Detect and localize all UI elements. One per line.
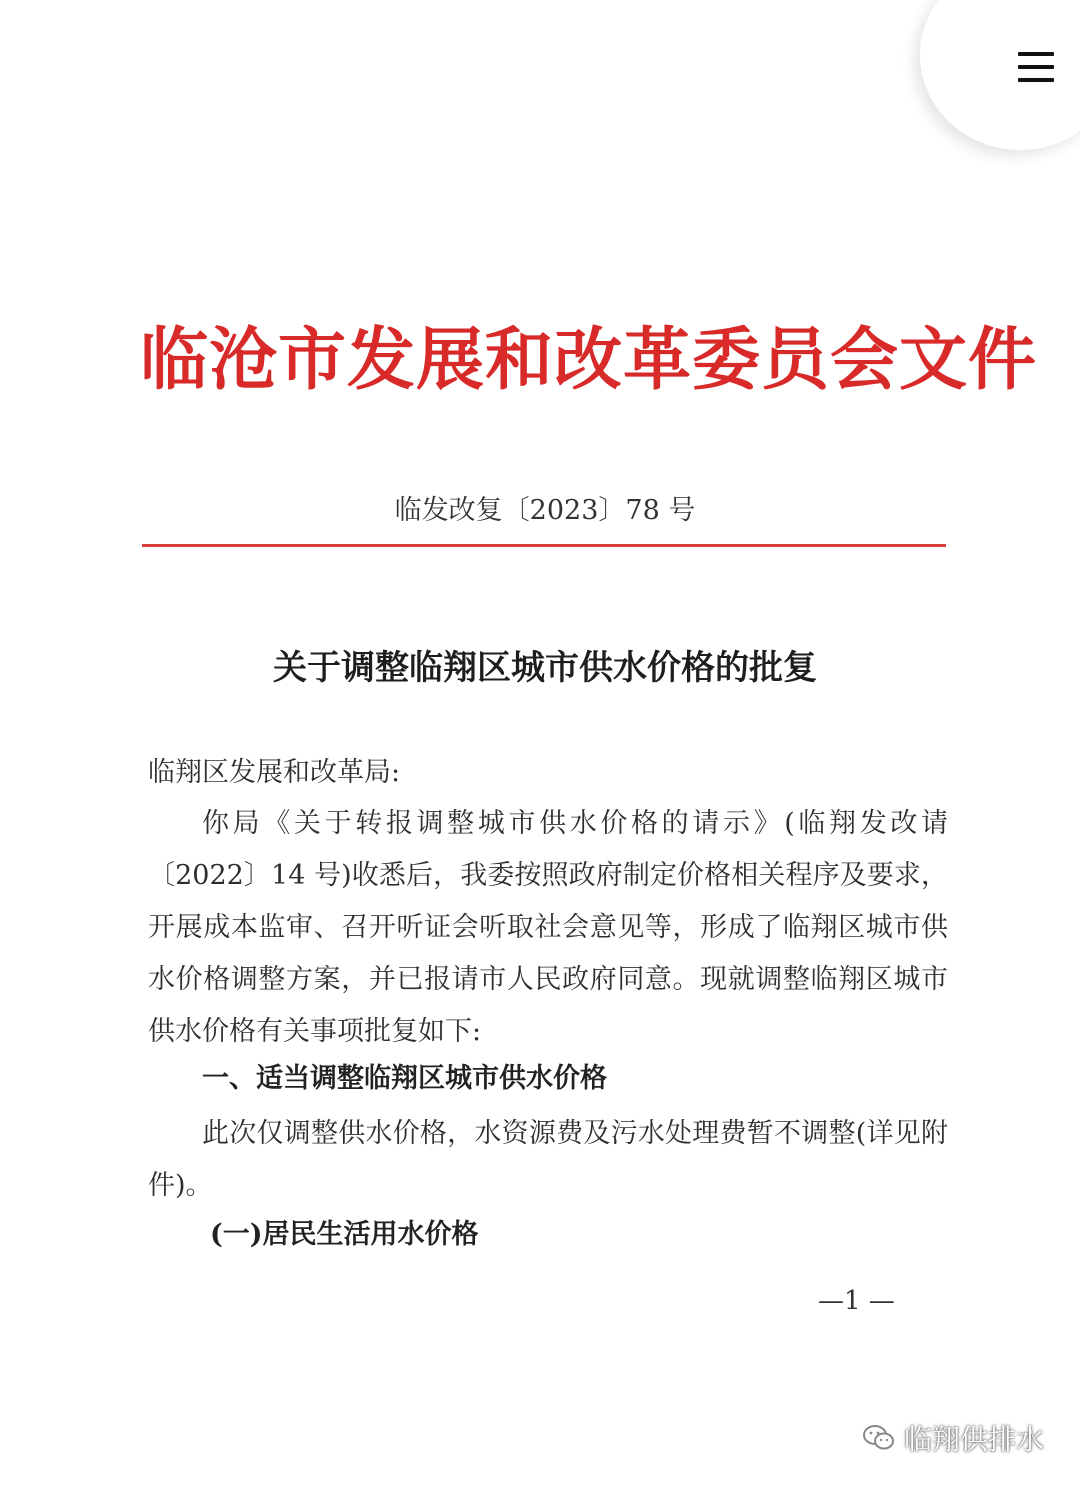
addressee: 临翔区发展和改革局: xyxy=(148,757,401,788)
page-number: —1 — xyxy=(818,1286,895,1316)
red-divider-line xyxy=(142,544,946,547)
body-paragraph-1: 你局《关于转报调整城市供水价格的请示》(临翔发改请〔2022〕14 号)收悉后，我委按照政府制定价格相关程序及要求，开展成本监审、召开听证会听取社会意见等，形成了临翔区城市供水价格调整方案，并已报请市人民政府同意。现就调整临翔区城市供水价格有关事项批复如下: xyxy=(148,808,948,1047)
hamburger-menu-icon-bar xyxy=(1018,65,1054,69)
hamburger-menu-icon xyxy=(1018,52,1054,56)
document-title: 关于调整临翔区城市供水价格的批复 xyxy=(273,648,817,688)
document-number: 临发改复〔2023〕78 号 xyxy=(394,495,696,526)
menu-button[interactable] xyxy=(1018,48,1054,86)
wechat-icon xyxy=(862,1423,896,1453)
section-heading-1: 一、适当调整临翔区城市供水价格 xyxy=(202,1063,607,1094)
menu-corner-background xyxy=(920,0,1080,150)
account-watermark xyxy=(862,1418,1044,1458)
body-paragraph-2: 此次仅调整供水价格，水资源费及污水处理费暂不调整(详见附件)。 xyxy=(148,1118,948,1201)
subsection-heading-1: (一)居民生活用水价格 xyxy=(210,1219,479,1250)
document-issuer-header: 临沧市发展和改革委员会文件 xyxy=(140,321,1038,400)
hamburger-menu-icon-bar xyxy=(1018,78,1054,82)
watermark-account-name: 临翔供排水 xyxy=(903,1423,1044,1456)
